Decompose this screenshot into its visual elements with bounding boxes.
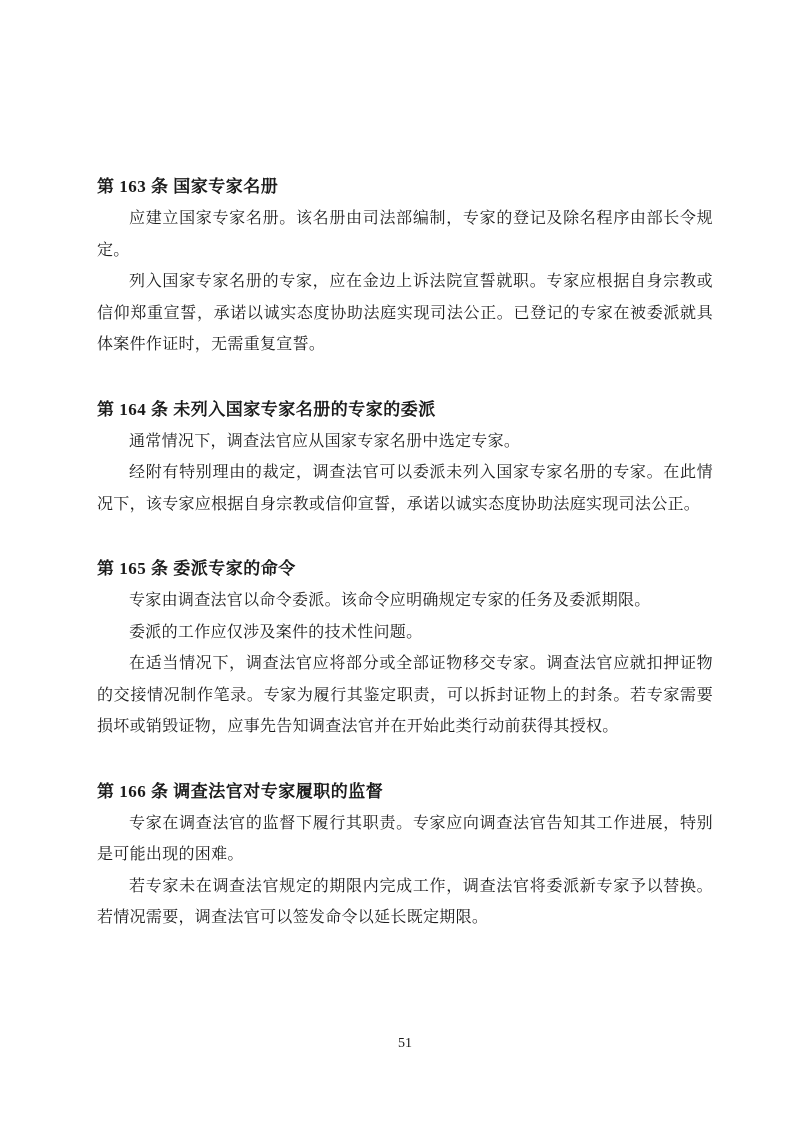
article-163-title: 第 163 条 国家专家名册 — [97, 177, 279, 196]
article-163-paragraph-1: 应建立国家专家名册。该名册由司法部编制，专家的登记及除名程序由部长令规定。 — [97, 210, 713, 259]
article-165-paragraph-1: 专家由调查法官以命令委派。该命令应明确规定专家的任务及委派期限。 — [129, 592, 651, 609]
article-166 — [97, 776, 713, 934]
article-164-paragraph-1: 通常情况下，调查法官应从国家专家名册中选定专家。 — [129, 432, 521, 450]
article-165-paragraph-2: 委派的工作应仅涉及案件的技术性问题。 — [129, 623, 423, 641]
article-164-title: 第 164 条 未列入国家专家名册的专家的委派 — [97, 399, 436, 419]
article-166-paragraph-1: 专家在调查法官的监督下履行其职责。专家应向调查法官告知其工作进展，特别是可能出现的困难。 — [97, 814, 713, 863]
article-163 — [97, 171, 713, 361]
page-number: 51 — [398, 1036, 412, 1051]
article-164 — [97, 394, 713, 521]
article-166-paragraph-2: 若专家未在调查法官规定的期限内完成工作，调查法官将委派新专家予以替换。若情况需要，调查法官可以签发命令以延长既定期限。 — [97, 877, 713, 926]
article-165-paragraph-3: 在适当情况下，调查法官应将部分或全部证物移交专家。调查法官应就扣押证物的交接情况制作笔录。专家为履行其鉴定职责，可以拆封证物上的封条。若专家需要损坏或销毁证物，应事先告知调查法官并在开始此类行动前获得其授权。 — [97, 655, 713, 735]
article-163-paragraph-2: 列入国家专家名册的专家，应在金边上诉法院宣誓就职。专家应根据自身宗教或信仰郑重宣誓，承诺以诚实态度协助法庭实现司法公正。已登记的专家在被委派就具体案件作证时，无需重复宣誓。 — [97, 273, 713, 353]
page-footer — [97, 1034, 713, 1054]
article-166-title: 第 166 条 调查法官对专家履职的监督 — [97, 781, 384, 801]
article-164-paragraph-2: 经附有特别理由的裁定，调查法官可以委派未列入国家专家名册的专家。在此情况下，该专家应根据自身宗教或信仰宣誓，承诺以诚实态度协助法庭实现司法公正。 — [97, 464, 713, 513]
article-165 — [97, 553, 713, 743]
article-165-title: 第 165 条 委派专家的命令 — [97, 559, 296, 578]
document-body — [97, 171, 713, 934]
